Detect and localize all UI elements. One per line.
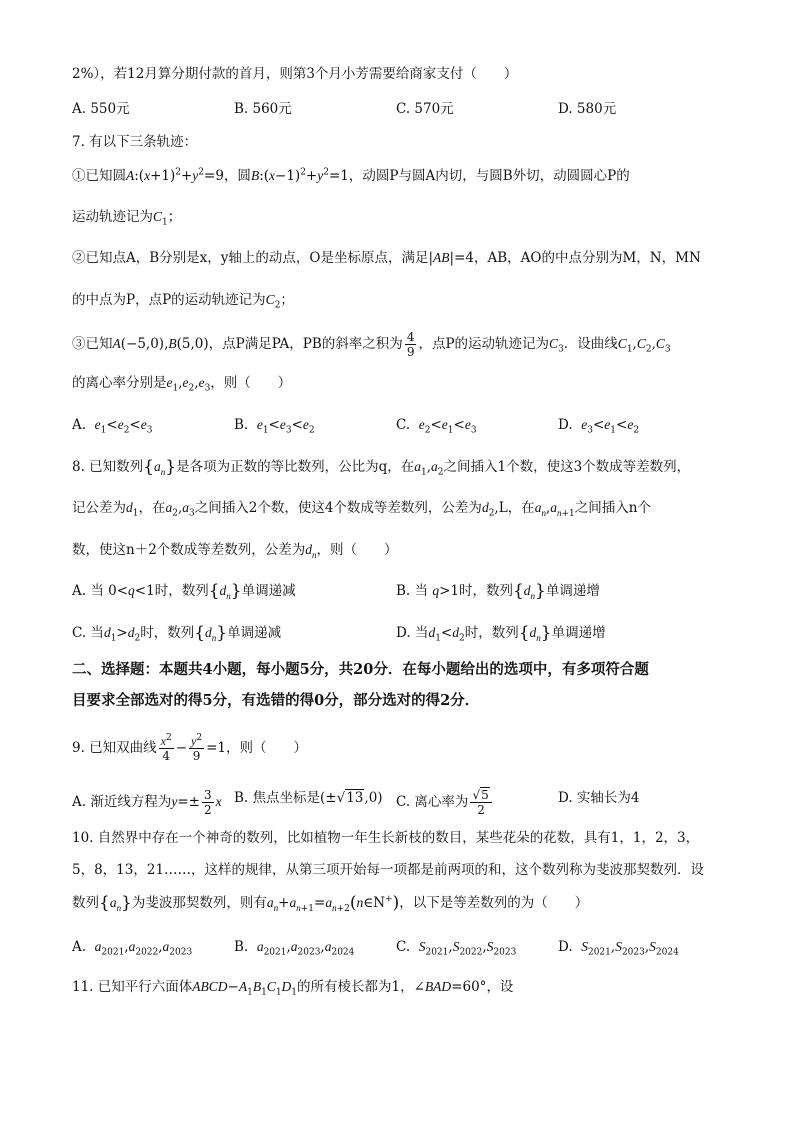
q6-option-a[interactable]: A. 550元 (72, 101, 130, 117)
q7-option-b[interactable]: B. $e_1<e_3<e_2$ (234, 417, 315, 436)
q6-option-c[interactable]: C. 570元 (396, 101, 454, 117)
q8-option-b[interactable]: B. 当 q>1时，数列$\{d_n\}$单调递增 (396, 581, 600, 601)
q10-line-1: 10. 自然界中存在一个神奇的数列，比如植物一年生长新枝的数目，某些花朵的花数，具有1，1，2，3， (72, 830, 700, 846)
q8-option-c[interactable]: C. 当$d_1>d_2$时，数列$\{d_n\}$单调递减 (72, 623, 282, 644)
q7-option-d[interactable]: D. $e_3<e_1<e_2$ (558, 417, 640, 436)
q8-line-3: 数，使这n＋2个数成等差数列，公差为$d_n$，则（ ） (72, 542, 398, 560)
q10-option-c[interactable]: C. $S_{2021},S_{2022},S_{2023}$ (396, 939, 517, 958)
q10-line-2: 5，8，13，21……，这样的规律，从第三项开始每一项都是前两项的和，这个数列称为斐波那契数列．设 (72, 862, 705, 878)
q6-stem-tail: 2%），若12月算分期付款的首月，则第3个月小芳需要给商家支付（ ） (72, 66, 518, 82)
q8-option-a[interactable]: A. 当 0<q<1时，数列$\{d_n\}$单调递减 (72, 581, 296, 601)
q8-option-d[interactable]: D. 当$d_1<d_2$时，数列$\{d_n\}$单调递增 (396, 623, 606, 644)
q11-stem: 11. 已知平行六面体$ABCD-A_1B_1C_1D_1$的所有棱长都为1，∠BAD=60°，设 (72, 979, 514, 998)
section-2-heading-cont: 目要求全部选对的得5分，有选错的得0分，部分选对的得2分． (72, 692, 480, 709)
q6-option-b[interactable]: B. 560元 (234, 101, 292, 117)
q9-option-a[interactable]: A. 渐近线方程为y=± $\frac{3}{2}$ x (72, 788, 222, 817)
q9-option-b[interactable]: B. 焦点坐标是(±√13,0) (234, 790, 383, 806)
section-2-heading: 二、选择题：本题共4小题，每小题5分，共20分．在每小题给出的选项中，有多项符合题 (72, 661, 649, 678)
q9-stem: 9. 已知双曲线 $\frac{x^2}{4}$ − $\frac{y^2}{9}$ =1，则（ ） (72, 733, 308, 763)
q7-condition-2: ②已知点A，B分别是x，y轴上的动点，O是坐标原点，满足|AB|=4，AB，AO的中点分别为M，N，MN (72, 250, 701, 266)
q7-option-a[interactable]: A. $e_1<e_2<e_3$ (72, 417, 153, 436)
q10-option-b[interactable]: B. $a_{2021},a_{2023},a_{2024}$ (234, 939, 355, 958)
q9-option-d[interactable]: D. 实轴长为4 (558, 790, 640, 806)
q7-condition-2-cont: 的中点为P，点P的运动轨迹记为$C_2$； (72, 292, 294, 311)
q8-line-1: 8. 已知数列$\{a_n\}$是各项为正数的等比数列，公比为q，在$a_1,a_2$之间插入1个数，使这3个数成等差数列， (72, 457, 691, 478)
q10-option-a[interactable]: A. $a_{2021},a_{2022},a_{2023}$ (72, 939, 193, 958)
q7-option-c[interactable]: C. $e_2<e_1<e_3$ (396, 417, 477, 436)
q7-condition-3: ③已知A(−5,0),B(5,0)，点P满足PA，PB的斜率之积为 $\frac{4}{9}$ ，点P的运动轨迹记为$C_3$．设曲线$C_1,C_2,C_3$ (72, 330, 671, 359)
q7-condition-1-cont: 运动轨迹记为$C_1$； (72, 209, 182, 228)
q10-line-3: 数列$\{a_n\}$为斐波那契数列，则有$a_n+a_{n+1}=a_{n+2}(n\in N^+)$，以下是等差数列的为（ ） (72, 893, 589, 914)
q7-title: 7. 有以下三条轨迹： (72, 134, 198, 150)
q7-line-6: 的离心率分别是$e_1,e_2,e_3$，则（ ） (72, 375, 292, 394)
q6-option-d[interactable]: D. 580元 (558, 101, 617, 117)
q7-condition-1: ①已知圆$A:(x+1)^2+y^2=9$，圆$B:(x-1)^2+y^2=1$，动圆P与圆A内切，与圆B外切，动圆圆心P的 (72, 167, 630, 184)
q10-option-d[interactable]: D. $S_{2021},S_{2023},S_{2024}$ (558, 939, 679, 958)
q9-option-c[interactable]: C. 离心率为 $\frac{√5}{2}$ (396, 788, 494, 817)
q8-line-2: 记公差为$d_1$，在$a_2,a_3$之间插入2个数，使这4个数成等差数列，公差为$d_2,L$，在$a_n,a_{n+1}$之间插入n个 (72, 500, 651, 519)
